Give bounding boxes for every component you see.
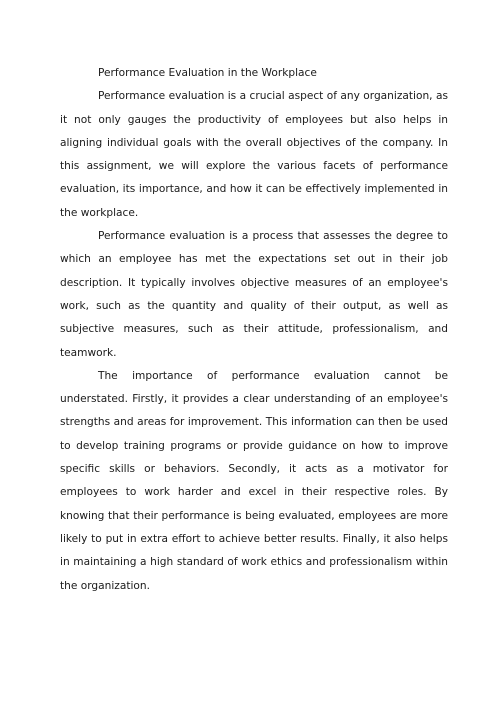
document-body [60,62,448,598]
paragraph-definition: Performance evaluation is a process that assesses the degree to which an employee has met the expectations set out in their job description. It typically involves objective measures of an employee's work, such as the quantity and quality of their output, as well as subjective measures, such as their attitude, professionalism, and teamwork. [60,230,448,359]
document-title: Performance Evaluation in the Workplace [98,67,317,79]
paragraph-intro: Performance evaluation is a crucial aspect of any organization, as it not only gauges the productivity of employees but also helps in aligning individual goals with the overall objectives of the company. In this assignment, we will explore the various facets of performance evaluation, its importance, and how it can be effectively implemented in the workplace. [60,90,448,219]
paragraph-importance: The importance of performance evaluation cannot be understated. Firstly, it provides a clear understanding of an employee's strengths and areas for improvement. This information can then be used to develop training programs or provide guidance on how to improve specific skills or behaviors. Secondly, it acts as a motivator for employees to work harder and excel in their respective roles. By knowing that their performance is being evaluated, employees are more likely to put in extra effort to achieve better results. Finally, it also helps in maintaining a high standard of work ethics and professionalism within the organization. [60,369,448,592]
